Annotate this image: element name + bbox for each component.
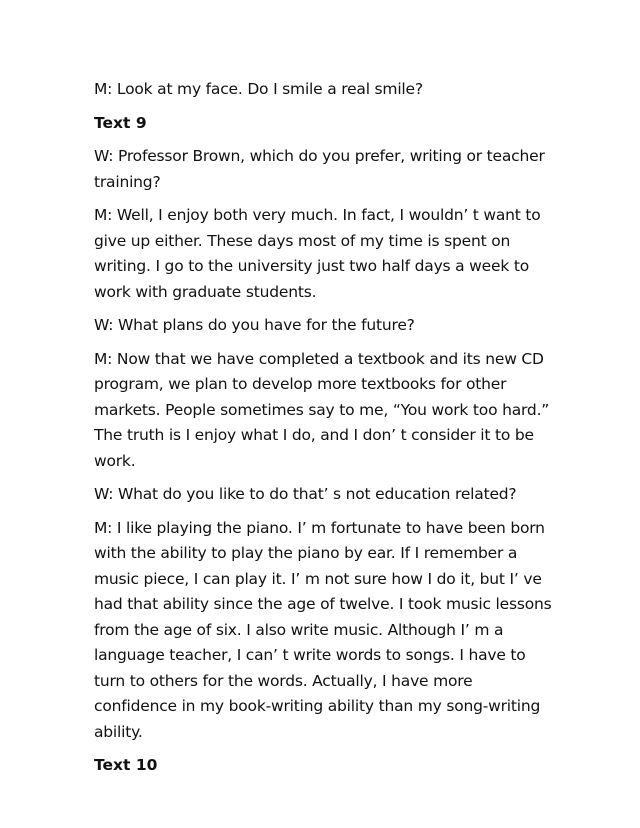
section-heading-text-10: Text 10 bbox=[94, 756, 158, 774]
section-heading-text-9: Text 9 bbox=[94, 113, 147, 132]
dialogue-line-m-piano: M: I like playing the piano. I’ m fortunate to have been born with the ability to play the piano by ear. If I remember a music piece, I can play it. I’ m not sure how I do it, but I’ ve had that ability since the age of twelve. I took music lessons from the age of six. I also write music. Although I’ m a language teacher, I can’ t write words to songs. I have to turn to others for the words. Actually, I have more confidence in my book-writing ability than my song-writing ability. bbox=[94, 518, 552, 741]
dialogue-line-m-textbooks: M: Now that we have completed a textbook and its new CD program, we plan to develop more textbooks for other markets. People sometimes say to me, “You work too hard.” The truth is I enjoy what I do, and I don’ t consider it to be work. bbox=[94, 349, 550, 470]
dialogue-line-w-not-education: W: What do you like to do that’ s not education related? bbox=[94, 485, 517, 503]
document-page bbox=[94, 77, 554, 787]
dialogue-line-w-future-plans: W: What plans do you have for the future? bbox=[94, 316, 415, 334]
dialogue-line-m-enjoy-both: M: Well, I enjoy both very much. In fact, I wouldn’ t want to give up either. These days most of my time is spent on writing. I go to the university just two half days a week to work with graduate students. bbox=[94, 206, 541, 301]
dialogue-line-w-preference: W: Professor Brown, which do you prefer, writing or teacher training? bbox=[94, 147, 545, 191]
dialogue-line-m-smile: M: Look at my face. Do I smile a real smile? bbox=[94, 80, 423, 98]
